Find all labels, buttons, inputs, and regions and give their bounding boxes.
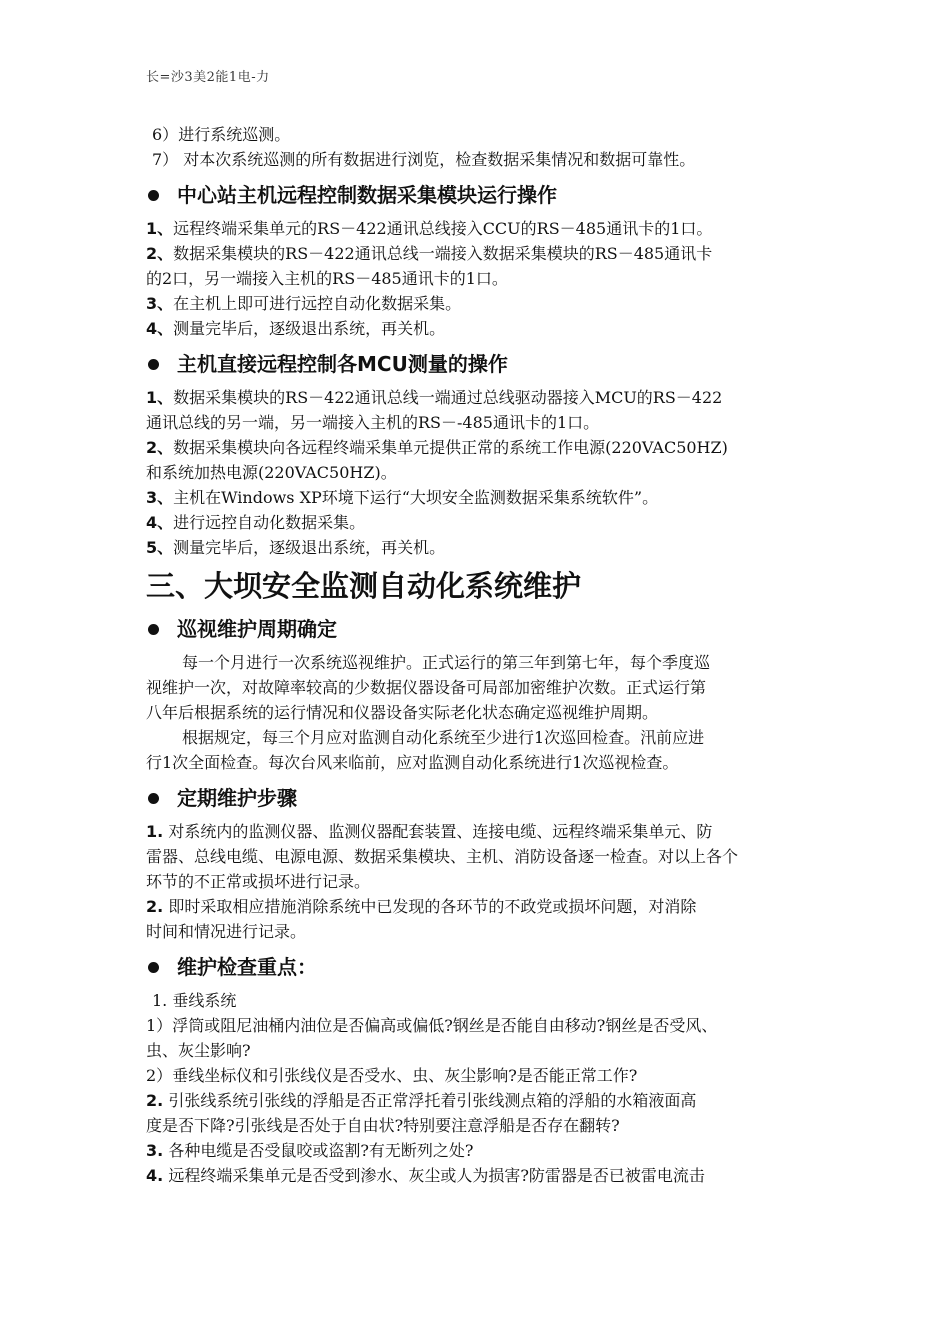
chapter-title: 三、大坝安全监测自动化系统维护 <box>146 569 582 603</box>
list-item: 1. 垂线系统 <box>152 991 237 1010</box>
list-item: 4. 远程终端采集单元是否受到渗水、灰尘或人为损害?防雷器是否已被雷电流击 <box>146 1166 705 1185</box>
list-item: 3. 各种电缆是否受鼠咬或盗割?有无断列之处? <box>146 1141 474 1160</box>
paragraph-line: 八年后根据系统的运行情况和仪器设备实际老化状态确定巡视维护周期。 <box>146 703 659 722</box>
paragraph-line: 行1次全面检查。每次台风来临前，应对监测自动化系统进行1次巡视检查。 <box>146 753 679 772</box>
page-header: 长=沙3美2能1电-力 <box>146 70 270 85</box>
paragraph-line: 视维护一次，对故障率较高的少数据仪器设备可局部加密维护次数。正式运行第 <box>146 678 707 697</box>
list-item: 2）垂线坐标仪和引张线仪是否受水、虫、灰尘影响?是否能正常工作? <box>146 1066 638 1085</box>
list-item-continuation: 时间和情况进行记录。 <box>146 922 307 941</box>
list-item: 6）进行系统巡测。 <box>152 125 291 144</box>
bullet-icon <box>148 962 159 973</box>
list-item: 5、测量完毕后，逐级退出系统，再关机。 <box>146 538 446 557</box>
bullet-icon <box>148 190 159 201</box>
list-item-continuation: 和系统加热电源(220VAC50HZ)。 <box>146 463 397 482</box>
list-item: 1、远程终端采集单元的RS－422通讯总线接入CCU的RS－485通讯卡的1口。 <box>146 219 713 238</box>
document-body <box>146 122 816 1188</box>
list-item: 1. 对系统内的监测仪器、监测仪器配套装置、连接电缆、远程终端采集单元、防 <box>146 822 713 841</box>
top-list <box>146 122 816 172</box>
list-item: 2、数据采集模块向各远程终端采集单元提供正常的系统工作电源(220VAC50HZ) <box>146 438 728 457</box>
section-heading-mcu-measurement: 主机直接远程控制各MCU测量的操作 <box>146 349 816 379</box>
list-item-continuation: 雷器、总线电缆、电源电源、数据采集模块、主机、消防设备逐一检查。对以上各个 <box>146 847 739 866</box>
list-item: 2. 引张线系统引张线的浮船是否正常浮托着引张线测点箱的浮船的水箱液面高 <box>146 1091 697 1110</box>
section-a-list <box>146 216 816 341</box>
list-item: 2. 即时采取相应措施消除系统中已发现的各环节的不政党或损坏问题，对消除 <box>146 897 697 916</box>
list-item: 3、主机在Windows XP环境下运行“大坝安全监测数据采集系统软件”。 <box>146 488 659 507</box>
list-item-continuation: 度是否下降?引张线是否处于自由状?特别要注意浮船是否存在翻转? <box>146 1116 620 1135</box>
list-item-continuation: 虫、灰尘影响? <box>146 1041 251 1060</box>
bullet-icon <box>148 359 159 370</box>
section-b-list <box>146 385 816 560</box>
list-item: 1、数据采集模块的RS－422通讯总线一端通过总线驱动器接入MCU的RS－422 <box>146 388 723 407</box>
section-heading-maintenance-steps: 定期维护步骤 <box>146 783 816 813</box>
bullet-icon <box>148 793 159 804</box>
section-heading-remote-control: 中心站主机远程控制数据采集模块运行操作 <box>146 180 816 210</box>
paragraph-line: 每一个月进行一次系统巡视维护。正式运行的第三年到第七年，每个季度巡 <box>182 653 711 672</box>
list-item: 3、在主机上即可进行远控自动化数据采集。 <box>146 294 462 313</box>
list-item-continuation: 的2口，另一端接入主机的RS－485通讯卡的1口。 <box>146 269 508 288</box>
section-c-paragraphs <box>146 650 816 775</box>
bullet-icon <box>148 624 159 635</box>
list-item-continuation: 通讯总线的另一端，另一端接入主机的RS－-485通讯卡的1口。 <box>146 413 600 432</box>
section-heading-inspection-cycle: 巡视维护周期确定 <box>146 614 816 644</box>
list-item: 1）浮筒或阻尼油桶内油位是否偏高或偏低?钢丝是否能自由移动?钢丝是否受风、 <box>146 1016 718 1035</box>
section-heading-key-checks: 维护检查重点： <box>146 952 816 982</box>
section-e-list <box>146 988 816 1188</box>
list-item: 4、进行远控自动化数据采集。 <box>146 513 366 532</box>
list-item: 4、测量完毕后，逐级退出系统，再关机。 <box>146 319 446 338</box>
paragraph-line: 根据规定，每三个月应对监测自动化系统至少进行1次巡回检查。汛前应进 <box>182 728 705 747</box>
list-item-continuation: 环节的不正常或损坏进行记录。 <box>146 872 371 891</box>
list-item: 2、数据采集模块的RS－422通讯总线一端接入数据采集模块的RS－485通讯卡 <box>146 244 713 263</box>
section-d-list <box>146 819 816 944</box>
list-item: 7） 对本次系统巡测的所有数据进行浏览，检查数据采集情况和数据可靠性。 <box>152 150 696 169</box>
